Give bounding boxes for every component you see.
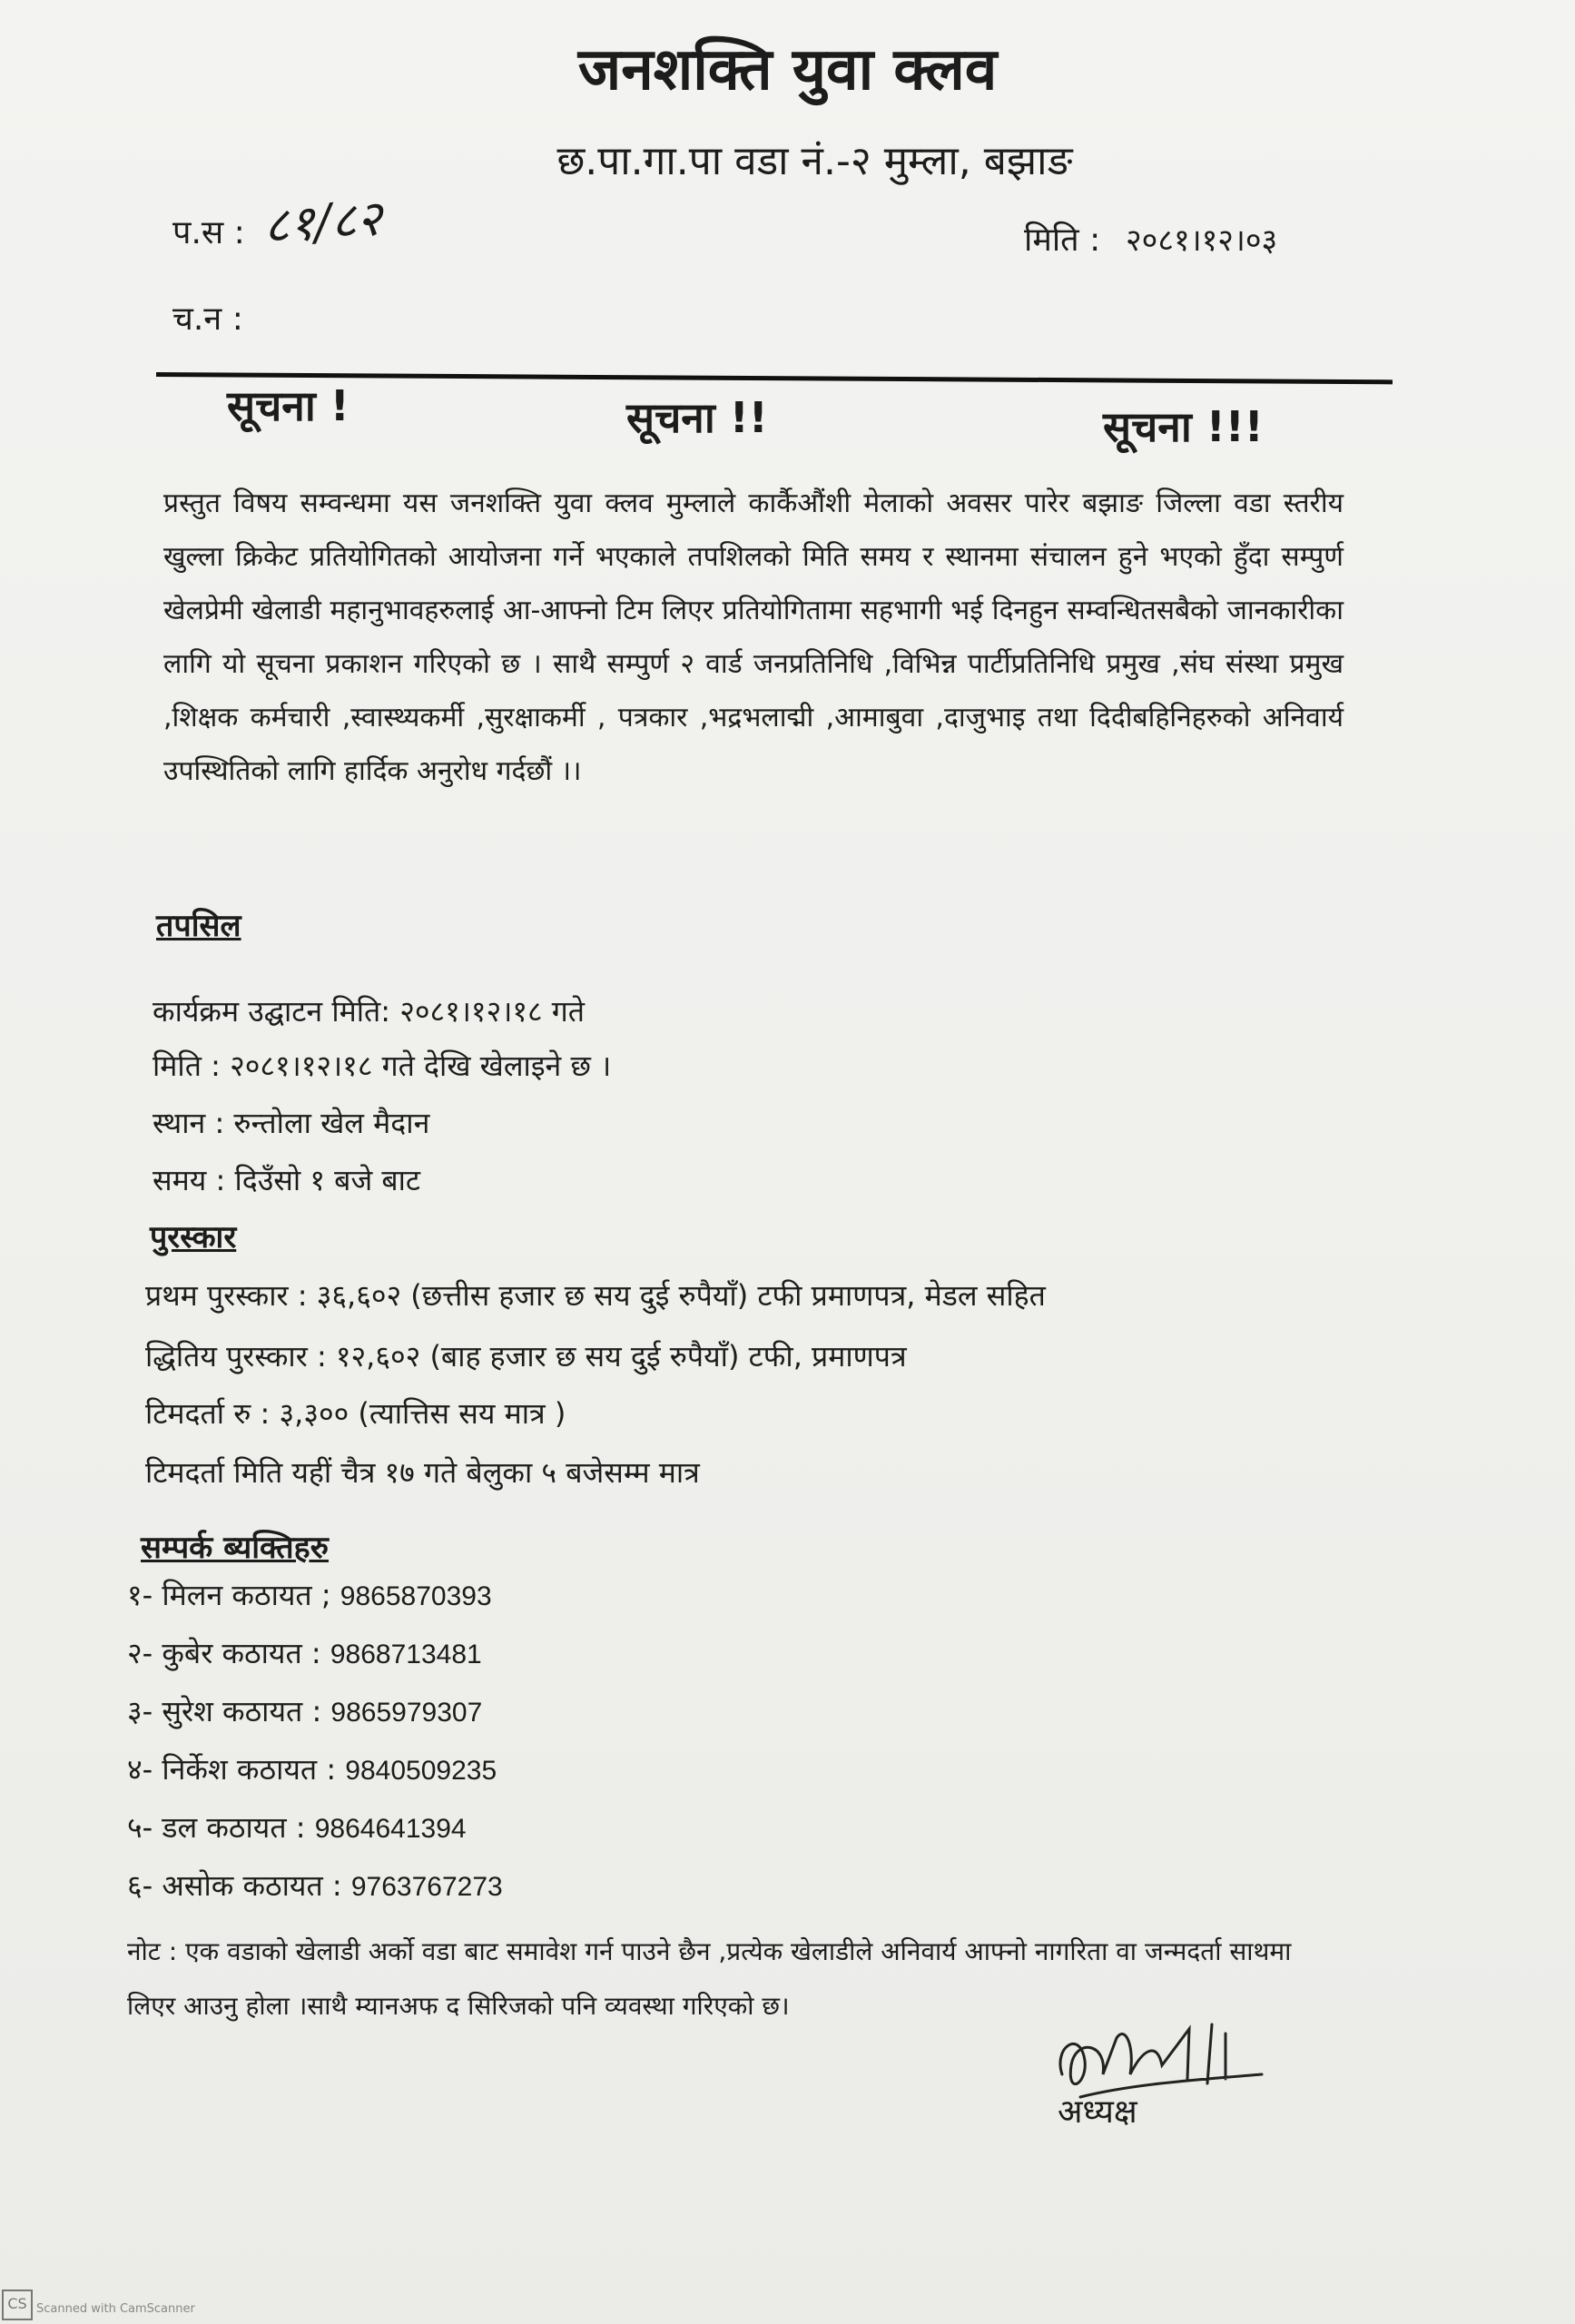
contact-name: २- कुबेर कठायत : — [127, 1636, 321, 1670]
contact-item — [127, 1691, 503, 1749]
contact-phone: 9864641394 — [314, 1814, 467, 1844]
club-title: जनशक्ति युवा क्लव — [577, 36, 998, 103]
team-registration-deadline: टिमदर्ता मिति यहीं चैत्र १७ गते बेलुका ५ बजेसम्म मात्र — [145, 1455, 700, 1490]
date-label: मिति : — [1024, 222, 1101, 259]
ps-handwritten-value: ८१/८२ — [261, 189, 384, 255]
prize-second: द्धितिय पुरस्कार : १२,६०२ (बाह हजार छ सय दुई रुपैयाँ) टफी, प्रमाणपत्र — [145, 1339, 907, 1374]
notice-body-paragraph: प्रस्तुत विषय सम्वन्धमा यस जनशक्ति युवा क्लव मुम्लाले कार्कैऔंशी मेलाको अवसर पारेर बझाङ जिल्ला वडा स्तरीय खुल्ला क्रिकेट प्रतियोगितको आयोजना गर्ने भएकाले तपशिलको मिति समय र स्थानमा संचालन हुने भएको हुँदा सम्पुर्ण खेलप्रेमी खेलाडी महानुभावहरुलाई आ-आफ्नो टिम लिएर प्रतियोगितामा सहभागी भई दिनहुन सम्वन्धितसबैको जानकारीका लागि यो सूचना प्रकाशन गरिएको छ । साथै सम्पुर्ण २ वार्ड जनप्रतिनिधि ,विभिन्न पार्टीप्रतिनिधि प्रमुख ,संघ संस्था प्रमुख ,शिक्षक कर्मचारी ,स्वास्थ्यकर्मी ,सुरक्षाकर्मी , पत्रकार ,भद्रभलाद्मी ,आमाबुवा ,दाजुभाइ तथा दिदीबहिनिहरुको अनिवार्य उपस्थितिको लागि हार्दिक अनुरोध गर्दछौं ।। — [163, 487, 1344, 787]
contact-phone: 9763767273 — [350, 1872, 503, 1902]
contact-name: ६- असोक कठायत : — [127, 1868, 342, 1903]
date-value: २०८१।१२।०३ — [1126, 222, 1278, 259]
ps-label: प.स : — [172, 214, 245, 251]
contact-item — [127, 1749, 503, 1807]
contact-phone: 9865870393 — [340, 1581, 492, 1611]
notice-heading-1: सूचना ! — [227, 381, 349, 430]
contact-item — [127, 1807, 503, 1866]
detail-inauguration-date: कार्यक्रम उद्घाटन मिति: २०८१।१२।१८ गते — [153, 994, 586, 1029]
contact-phone: 9868713481 — [330, 1640, 482, 1669]
contacts-heading: सम्पर्क ब्यक्तिहरु — [141, 1530, 329, 1566]
footer-note: नोट : एक वडाको खेलाडी अर्को वडा बाट समावेश गर्न पाउने छैन ,प्रत्येक खेलाडीले अनिवार्य आफ्नो नागरिता वा जन्मदर्ता साथमा लिएर आउनु होला ।साथै म्यानअफ द सिरिजको पनि व्यवस्था गरिएको छ। — [127, 1936, 1292, 2021]
club-address: छ.पा.गा.पा वडा नं.-२ मुम्ला, बझाङ — [556, 138, 1073, 184]
contact-item — [127, 1575, 503, 1633]
notice-heading-3: सूचना !!! — [1103, 402, 1264, 451]
contact-phone: 9865979307 — [330, 1698, 483, 1728]
detail-time: समय : दिउँसो १ बजे बाट — [153, 1163, 421, 1197]
details-heading: तपसिल — [156, 908, 241, 944]
camscanner-logo: CS — [2, 2290, 33, 2320]
team-registration-fee: टिमदर्ता रु : ३,३०० (त्यात्तिस सय मात्र ) — [145, 1396, 566, 1431]
contact-item — [127, 1866, 503, 1924]
prize-first: प्रथम पुरस्कार : ३६,६०२ (छत्तीस हजार छ सय दुई रुपैयाँ) टफी प्रमाणपत्र, मेडल सहित — [145, 1278, 1046, 1313]
detail-venue: स्थान : रुन्तोला खेल मैदान — [153, 1106, 430, 1140]
contact-name: ४- निर्केश कठायत : — [127, 1752, 337, 1787]
detail-play-date: मिति : २०८१।१२।१८ गते देखि खेलाइने छ । — [153, 1049, 612, 1083]
contact-phone: 9840509235 — [345, 1756, 497, 1786]
signature-role: अध्यक्ष — [1058, 2093, 1137, 2131]
contact-name: ३- सुरेश कठायत : — [127, 1694, 322, 1728]
prizes-heading: पुरस्कार — [150, 1219, 237, 1256]
contact-list — [127, 1575, 503, 1924]
notice-heading-2: सूचना !! — [626, 393, 768, 442]
contact-item — [127, 1633, 503, 1691]
cn-label: च.न : — [172, 300, 243, 338]
scanner-watermark: Scanned with CamScanner — [36, 2302, 195, 2316]
contact-name: ५- डल कठायत : — [127, 1810, 306, 1845]
contact-name: १- मिलन कठायत ; — [127, 1578, 331, 1612]
